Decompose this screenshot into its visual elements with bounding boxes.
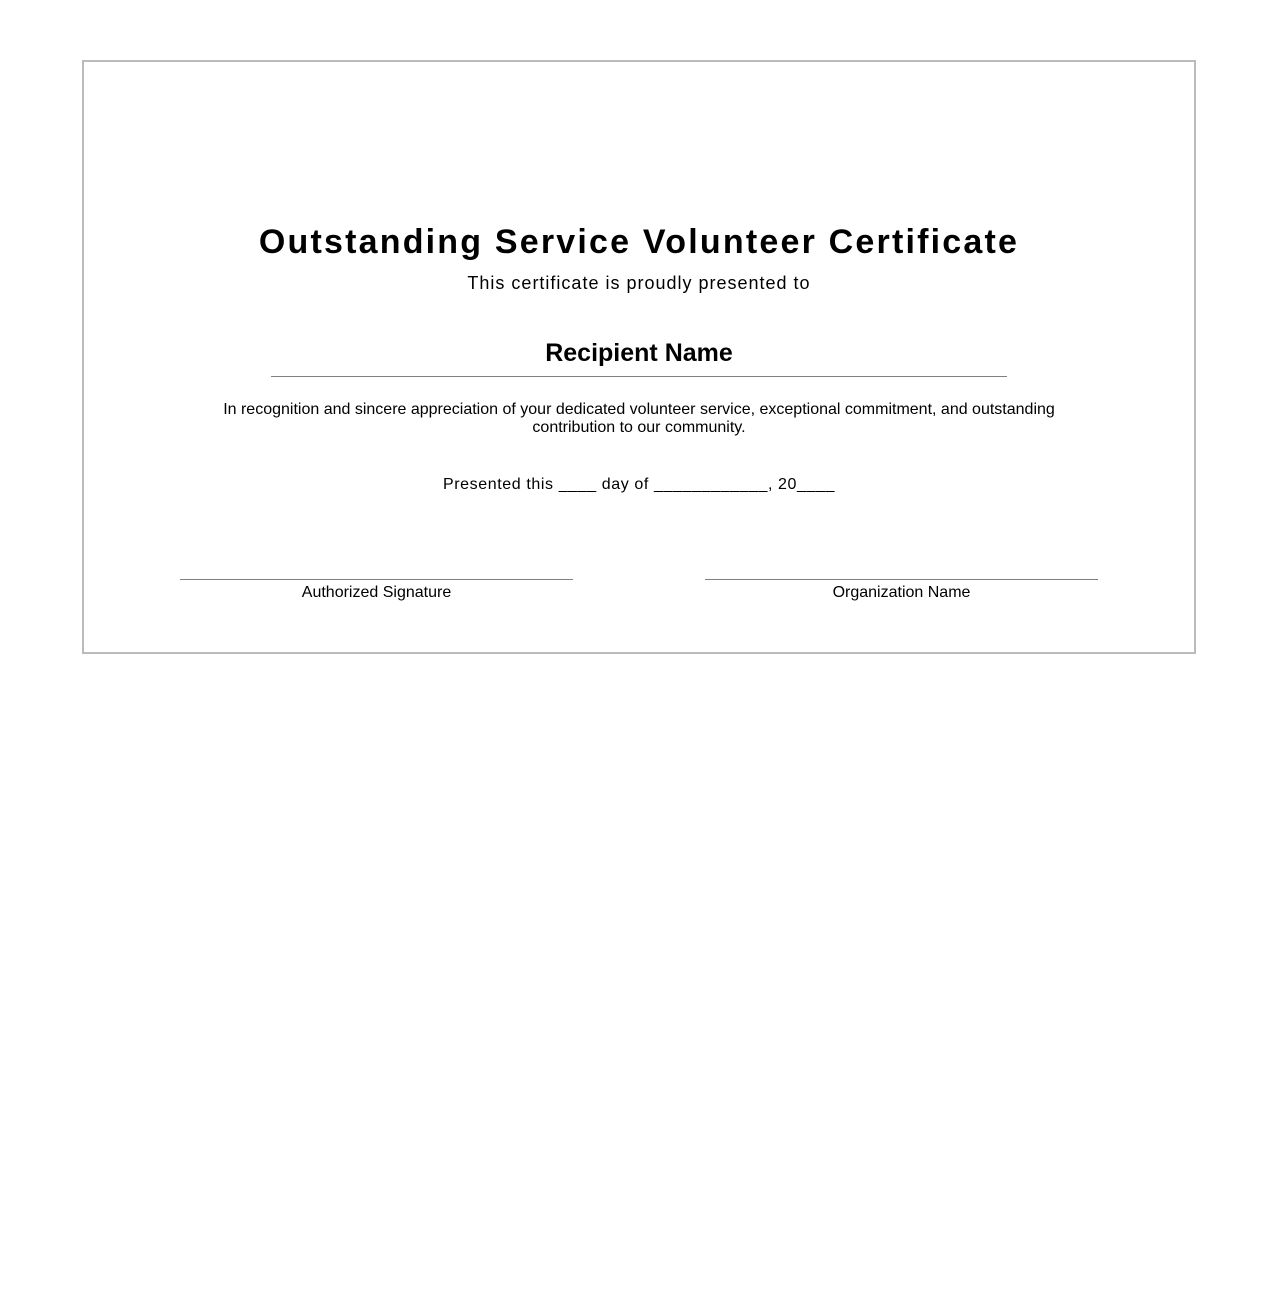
recipient-underline (271, 376, 1007, 377)
recipient-section (271, 336, 1007, 377)
certificate (82, 60, 1196, 654)
certificate-title: Outstanding Service Volunteer Certificate (258, 223, 1020, 261)
signature-block-authorized (180, 579, 573, 603)
certificate-subtitle: This certificate is proudly presented to (467, 273, 811, 293)
signature-block-organization (705, 579, 1098, 603)
certificate-body-text: In recognition and sincere appreciation of your dedicated volunteer service, exceptional commitment, and outstanding contribution to our community. (223, 401, 1055, 436)
signature-label-authorized: Authorized Signature (301, 584, 452, 601)
recipient-name: Recipient Name (545, 339, 733, 367)
presented-date-line: Presented this ____ day of ____________, 20____ (442, 476, 836, 493)
signature-line (180, 579, 573, 580)
signature-label-organization: Organization Name (832, 584, 971, 601)
organization-line (705, 579, 1098, 580)
